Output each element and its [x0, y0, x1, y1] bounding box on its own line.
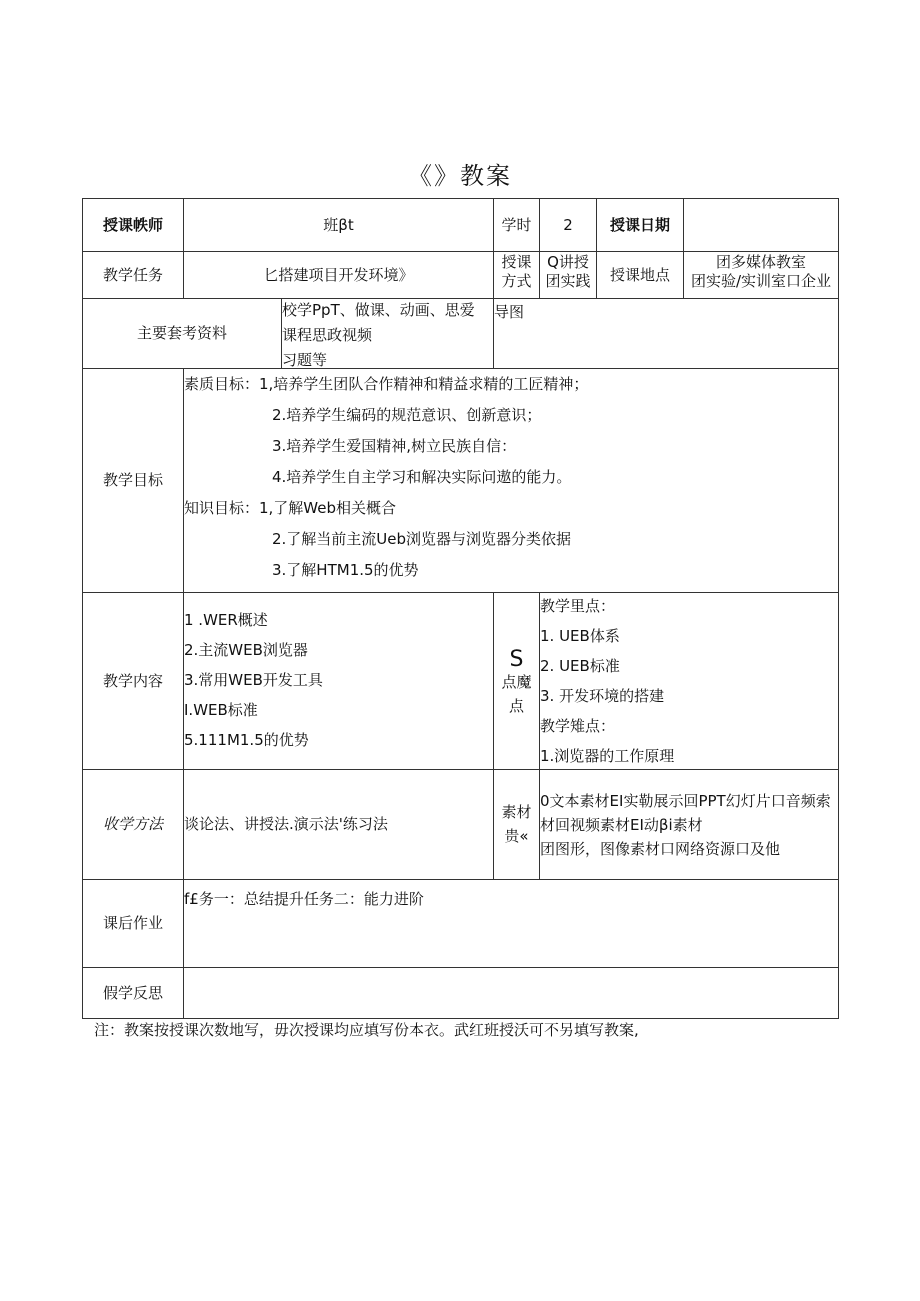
- goal-line-1: 素质目标：1,培养学生团队合作精神和精益求精的工匠精神；: [184, 375, 589, 393]
- class-value: 班βt: [184, 199, 494, 252]
- goal-line-5: 知识目标：1,了解Web相关概合: [184, 499, 397, 517]
- homework-label: 课后作业: [83, 880, 184, 968]
- material-label-line-1: 素材: [501, 803, 532, 822]
- material-label: [494, 770, 540, 880]
- content-item-1: 1 .WER概述: [184, 611, 268, 629]
- date-label: 授课日期: [597, 199, 684, 252]
- place-value-line-1: 团多媒体教室: [715, 253, 806, 271]
- row-teacher: [83, 199, 839, 252]
- material-line-1: 0文本素材EI实勒展示回PPT幻灯片口音频索: [540, 792, 831, 810]
- row-method: [83, 770, 839, 880]
- method-label-line-1: 授课: [501, 253, 532, 271]
- place-value-line-2: 团实验/实训室口企业: [690, 271, 832, 290]
- place-label: 授课地点: [597, 252, 684, 299]
- content-item-2: 2.主流WEB浏览器: [184, 641, 308, 659]
- goal-line-4: 4.培养学生自主学习和解决实际问遨的能力。: [272, 468, 572, 486]
- content-items: [184, 593, 494, 770]
- content-item-3: 3.常用WEB开发工具: [184, 671, 323, 689]
- homework-value: f£务一：总结提升任务二：能力进阶: [184, 880, 839, 968]
- resources-line-3: 习题等: [282, 351, 328, 367]
- focus-label-line-1: S: [509, 646, 524, 672]
- focus-label-line-2: 点魔: [501, 673, 532, 692]
- reflection-label: 假学反思: [83, 968, 184, 1019]
- content-label: 教学内容: [83, 593, 184, 770]
- goals-label: 教学目标: [83, 369, 184, 593]
- place-value: [684, 252, 839, 299]
- row-content: [83, 593, 839, 770]
- date-value: [684, 199, 839, 252]
- material-content: [540, 770, 839, 880]
- goals-content: [184, 369, 839, 593]
- focus-line-6: 1.浏览器的工作原理: [540, 747, 675, 765]
- row-goals: [83, 369, 839, 593]
- focus-label-line-3: 点: [508, 697, 524, 716]
- method-label: [494, 252, 540, 299]
- resources-line-1: 校学PpT、做课、动画、思爱: [282, 301, 475, 319]
- material-line-3: 团图形，图像素材口网络资源口及他: [540, 840, 781, 858]
- task-value: 匕搭建项目开发环境》: [184, 252, 494, 299]
- teacher-label: 授课帙师: [83, 199, 184, 252]
- hours-label: 学时: [494, 199, 540, 252]
- teaching-method-value: 谈论法、讲授法.演示法'练习法: [184, 770, 494, 880]
- focus-line-4: 3. 开发环境的搭建: [540, 687, 665, 705]
- focus-content: [540, 593, 839, 770]
- lesson-plan-table: [82, 198, 839, 1019]
- material-line-2: 材回视频素材EI动βi素材: [540, 816, 703, 834]
- material-label-line-2: 贵«: [504, 827, 529, 846]
- goal-line-6: 2.了解当前主流Ueb浏览器与浏览器分类依据: [272, 530, 572, 548]
- resources-col2: 导图: [494, 299, 839, 369]
- focus-line-5: 教学雉点：: [540, 717, 616, 735]
- hours-value: 2: [540, 199, 597, 252]
- method-value: [540, 252, 597, 299]
- task-label: 教学任务: [83, 252, 184, 299]
- document-title: 《》教案: [408, 162, 512, 190]
- focus-label: [494, 593, 540, 770]
- method-label-line-2: 方式: [501, 271, 532, 290]
- row-homework: [83, 880, 839, 968]
- resources-col1: [282, 299, 494, 369]
- footnote: 注：教案按授课次数地写，毋次授课均应填写份本衣。武红班授沃可不另填写教案,: [94, 1021, 639, 1039]
- row-resources: [83, 299, 839, 369]
- reflection-value: [184, 968, 839, 1019]
- resources-label: 主要套考资料: [83, 299, 282, 369]
- row-task: [83, 252, 839, 299]
- focus-line-2: 1. UEB体系: [540, 627, 620, 645]
- row-reflection: [83, 968, 839, 1019]
- goal-line-7: 3.了解HTM1.5的优势: [272, 561, 419, 579]
- content-item-5: 5.111M1.5的优势: [184, 731, 309, 749]
- content-item-4: I.WEB标准: [184, 701, 258, 719]
- focus-line-3: 2. UEB标准: [540, 657, 620, 675]
- teaching-method-label: 收学方法: [83, 770, 184, 880]
- method-value-line-2: 团实践: [545, 271, 591, 290]
- goal-line-2: 2.培养学生编码的规范意识、创新意识；: [272, 406, 542, 424]
- method-value-line-1: Q讲授: [547, 253, 589, 271]
- goal-line-3: 3.培养学生爱国精神,树立民族自信：: [272, 437, 517, 455]
- focus-line-1: 教学里点：: [540, 597, 616, 615]
- resources-line-2: 课程思政视频: [282, 326, 373, 344]
